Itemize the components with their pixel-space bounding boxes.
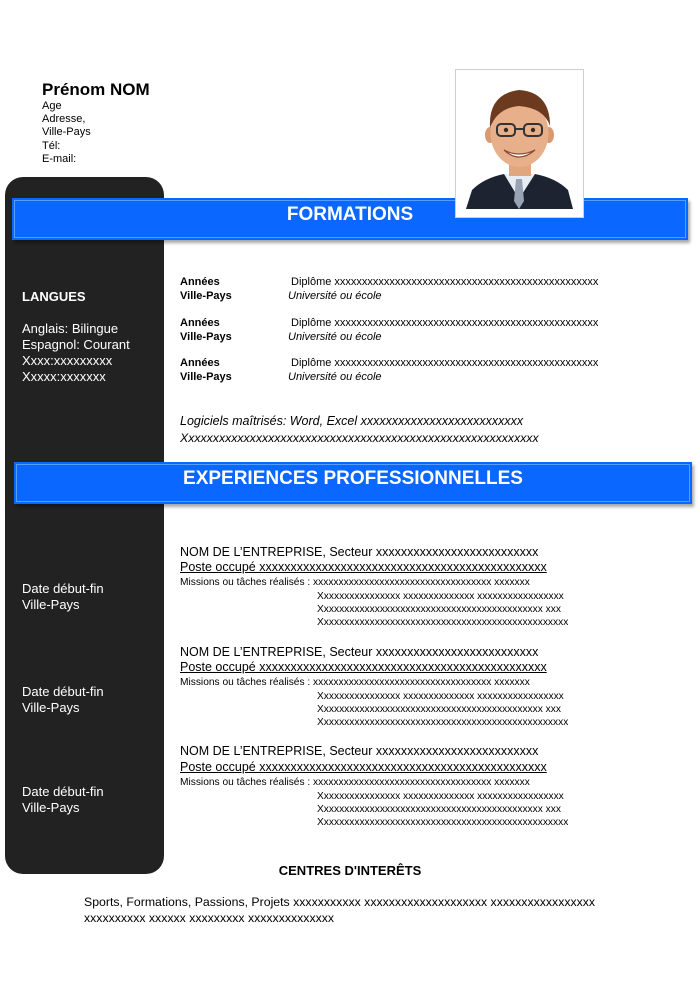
formations-header-bar <box>12 198 688 240</box>
formation-place: Ville-Pays <box>180 371 232 383</box>
formations-title: FORMATIONS <box>286 204 414 225</box>
experience-detail: Xxxxxxxxxxxxxxxxxxxxxxxxxxxxxxxxxxxxxxxxxxxxxxxxx <box>317 617 569 628</box>
experience-missions: Missions ou tâches réalisés : xxxxxxxxxxxxxxxxxxxxxxxxxxxxxxxxxxx xxxxxxx <box>180 577 530 588</box>
candidate-name: Prénom NOM <box>42 80 150 99</box>
experience-position: Poste occupé xxxxxxxxxxxxxxxxxxxxxxxxxxxxxxxxxxxxxxxxxxxxxx <box>180 660 547 674</box>
sidebar-panel <box>5 177 164 874</box>
experience-company: NOM DE L’ENTREPRISE, Secteur xxxxxxxxxxxxxxxxxxxxxxxxxx <box>180 645 539 659</box>
experience-detail: Xxxxxxxxxxxxxxxxxxxxxxxxxxxxxxxxxxxxxxxxxxxx xxx <box>317 704 561 715</box>
interets-title: CENTRES D'INTERÊTS <box>278 863 422 878</box>
experience-place: Ville-Pays <box>22 700 80 715</box>
formation-school: Université ou école <box>288 331 382 343</box>
formation-school: Université ou école <box>288 290 382 302</box>
experience-detail: Xxxxxxxxxxxxxxxxxxxxxxxxxxxxxxxxxxxxxxxxxxxxxxxxx <box>317 817 569 828</box>
experience-dates: Date début-fin <box>22 684 104 699</box>
experience-position: Poste occupé xxxxxxxxxxxxxxxxxxxxxxxxxxxxxxxxxxxxxxxxxxxxxx <box>180 560 547 574</box>
header-email: E-mail: <box>42 153 77 165</box>
formation-years: Années <box>180 317 220 329</box>
experience-dates: Date début-fin <box>22 784 104 799</box>
experiences-title: EXPERIENCES PROFESSIONNELLES <box>183 468 523 489</box>
experience-dates: Date début-fin <box>22 581 104 596</box>
experience-position: Poste occupé xxxxxxxxxxxxxxxxxxxxxxxxxxxxxxxxxxxxxxxxxxxxxx <box>180 760 547 774</box>
header-address: Adresse, <box>42 113 86 125</box>
experience-detail: Xxxxxxxxxxxxxxxx xxxxxxxxxxxxxx xxxxxxxxxxxxxxxxx <box>317 591 564 602</box>
interets-line: xxxxxxxxxx xxxxxx xxxxxxxxx xxxxxxxxxxxxxx <box>84 911 335 925</box>
person-portrait-icon <box>464 78 575 209</box>
formation-school: Université ou école <box>288 371 382 383</box>
formation-diploma: Diplôme xxxxxxxxxxxxxxxxxxxxxxxxxxxxxxxxxxxxxxxxxxxxxxxx <box>291 276 599 288</box>
experience-missions: Missions ou tâches réalisés : xxxxxxxxxxxxxxxxxxxxxxxxxxxxxxxxxxx xxxxxxx <box>180 677 530 688</box>
experience-company: NOM DE L’ENTREPRISE, Secteur xxxxxxxxxxxxxxxxxxxxxxxxxx <box>180 744 539 758</box>
langue-item: Xxxx:xxxxxxxxx <box>22 353 113 368</box>
header-city: Ville-Pays <box>42 126 91 138</box>
header-age: Age <box>42 100 62 112</box>
formation-diploma: Diplôme xxxxxxxxxxxxxxxxxxxxxxxxxxxxxxxxxxxxxxxxxxxxxxxx <box>291 357 599 369</box>
experience-place: Ville-Pays <box>22 597 80 612</box>
experience-detail: Xxxxxxxxxxxxxxxxxxxxxxxxxxxxxxxxxxxxxxxxxxxx xxx <box>317 604 561 615</box>
langue-item: Espagnol: Courant <box>22 337 130 352</box>
profile-photo <box>455 69 584 218</box>
experience-detail: Xxxxxxxxxxxxxxxx xxxxxxxxxxxxxx xxxxxxxxxxxxxxxxx <box>317 791 564 802</box>
formation-diploma: Diplôme xxxxxxxxxxxxxxxxxxxxxxxxxxxxxxxxxxxxxxxxxxxxxxxx <box>291 317 599 329</box>
langues-title: LANGUES <box>22 289 86 304</box>
experience-detail: Xxxxxxxxxxxxxxxxxxxxxxxxxxxxxxxxxxxxxxxxxxxxxxxxx <box>317 717 569 728</box>
formation-years: Années <box>180 276 220 288</box>
interets-line: Sports, Formations, Passions, Projets xxxxxxxxxxx xxxxxxxxxxxxxxxxxxxx xxxxxxxxxxxxxxxxx <box>84 895 596 909</box>
langue-item: Anglais: Bilingue <box>22 321 119 336</box>
logiciels-line-2: Xxxxxxxxxxxxxxxxxxxxxxxxxxxxxxxxxxxxxxxxxxxxxxxxxxxxxxxxxx <box>180 431 539 445</box>
experience-place: Ville-Pays <box>22 800 80 815</box>
experience-detail: Xxxxxxxxxxxxxxxx xxxxxxxxxxxxxx xxxxxxxxxxxxxxxxx <box>317 691 564 702</box>
formation-place: Ville-Pays <box>180 290 232 302</box>
experience-missions: Missions ou tâches réalisés : xxxxxxxxxxxxxxxxxxxxxxxxxxxxxxxxxxx xxxxxxx <box>180 777 530 788</box>
langue-item: Xxxxx:xxxxxxx <box>22 369 106 384</box>
experience-company: NOM DE L’ENTREPRISE, Secteur xxxxxxxxxxxxxxxxxxxxxxxxxx <box>180 545 539 559</box>
experiences-header-bar <box>14 462 692 504</box>
logiciels-line: Logiciels maîtrisés: Word, Excel xxxxxxxxxxxxxxxxxxxxxxxxxx <box>180 414 524 428</box>
formation-years: Années <box>180 357 220 369</box>
experience-detail: Xxxxxxxxxxxxxxxxxxxxxxxxxxxxxxxxxxxxxxxxxxxx xxx <box>317 804 561 815</box>
formation-place: Ville-Pays <box>180 331 232 343</box>
header-phone: Tél: <box>42 140 61 152</box>
